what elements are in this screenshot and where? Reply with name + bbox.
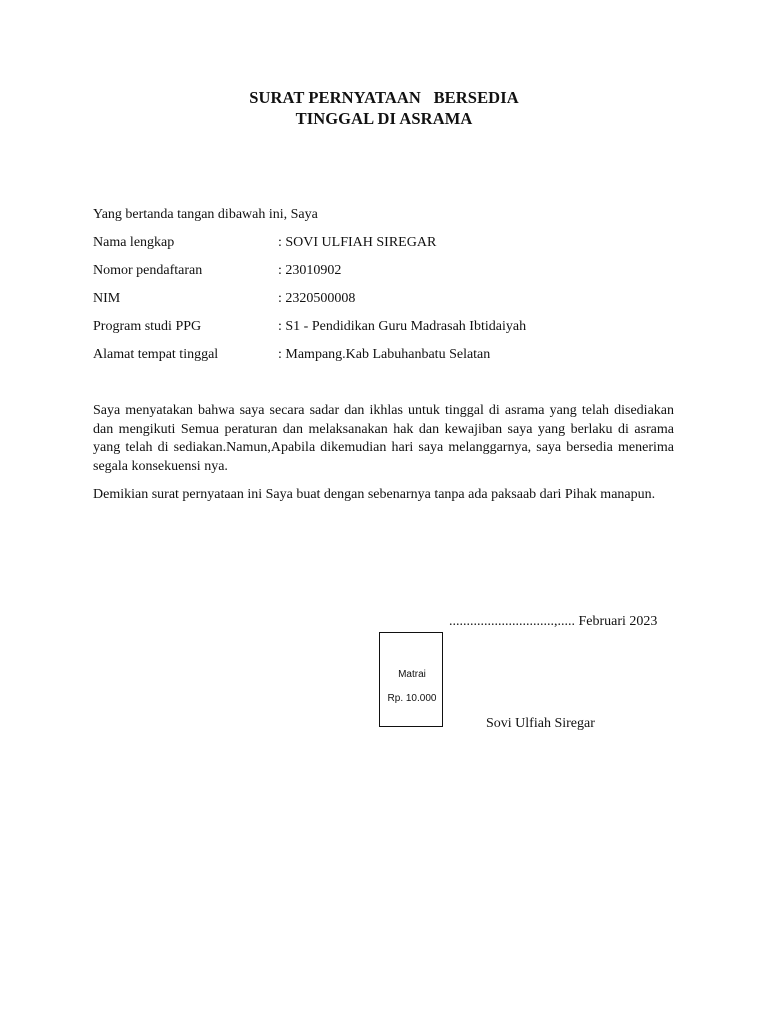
- field-row-nim: [93, 291, 693, 311]
- matrai-value: Rp. 10.000: [387, 693, 437, 704]
- date-line: ..............................,..... Februari 2023: [449, 614, 658, 629]
- field-label: NIM: [93, 291, 121, 306]
- field-value: : Mampang.Kab Labuhanbatu Selatan: [278, 347, 491, 362]
- field-value: : 2320500008: [278, 291, 356, 306]
- field-row-nomor-pendaftaran: [93, 263, 693, 283]
- field-value: : SOVI ULFIAH SIREGAR: [278, 235, 437, 250]
- field-row-nama-lengkap: [93, 235, 693, 255]
- matrai-stamp-box: [379, 632, 443, 727]
- signer-name: Sovi Ulfiah Siregar: [486, 716, 595, 731]
- field-label: Nama lengkap: [93, 235, 175, 250]
- document-title-line-1: SURAT PERNYATAAN BERSEDIA: [249, 88, 519, 107]
- closing-paragraph: Demikian surat pernyataan ini Saya buat dengan sebenarnya tanpa ada paksaab dari Pihak manapun.: [93, 487, 656, 502]
- field-value: : 23010902: [278, 263, 342, 278]
- field-label: Program studi PPG: [93, 319, 202, 334]
- field-row-program-studi: [93, 319, 693, 339]
- field-label: Nomor pendaftaran: [93, 263, 203, 278]
- field-row-alamat: [93, 347, 693, 367]
- field-label: Alamat tempat tinggal: [93, 347, 219, 362]
- matrai-label: Matrai: [398, 669, 426, 680]
- field-value: : S1 - Pendidikan Guru Madrasah Ibtidaiyah: [278, 319, 527, 334]
- statement-paragraph: Saya menyatakan bahwa saya secara sadar dan ikhlas untuk tinggal di asrama yang telah disediakan dan mengikuti Semua peraturan dan melaksanakan hak dan kewajiban saya yang berlaku di asrama yang telah di sediakan.Namun,Apabila dikemudian hari saya melanggarnya, saya bersedia menerima segala konsekuensi nya.: [93, 403, 674, 474]
- document-title-line-2: TINGGAL DI ASRAMA: [295, 109, 473, 128]
- intro-text: Yang bertanda tangan dibawah ini, Saya: [93, 207, 318, 222]
